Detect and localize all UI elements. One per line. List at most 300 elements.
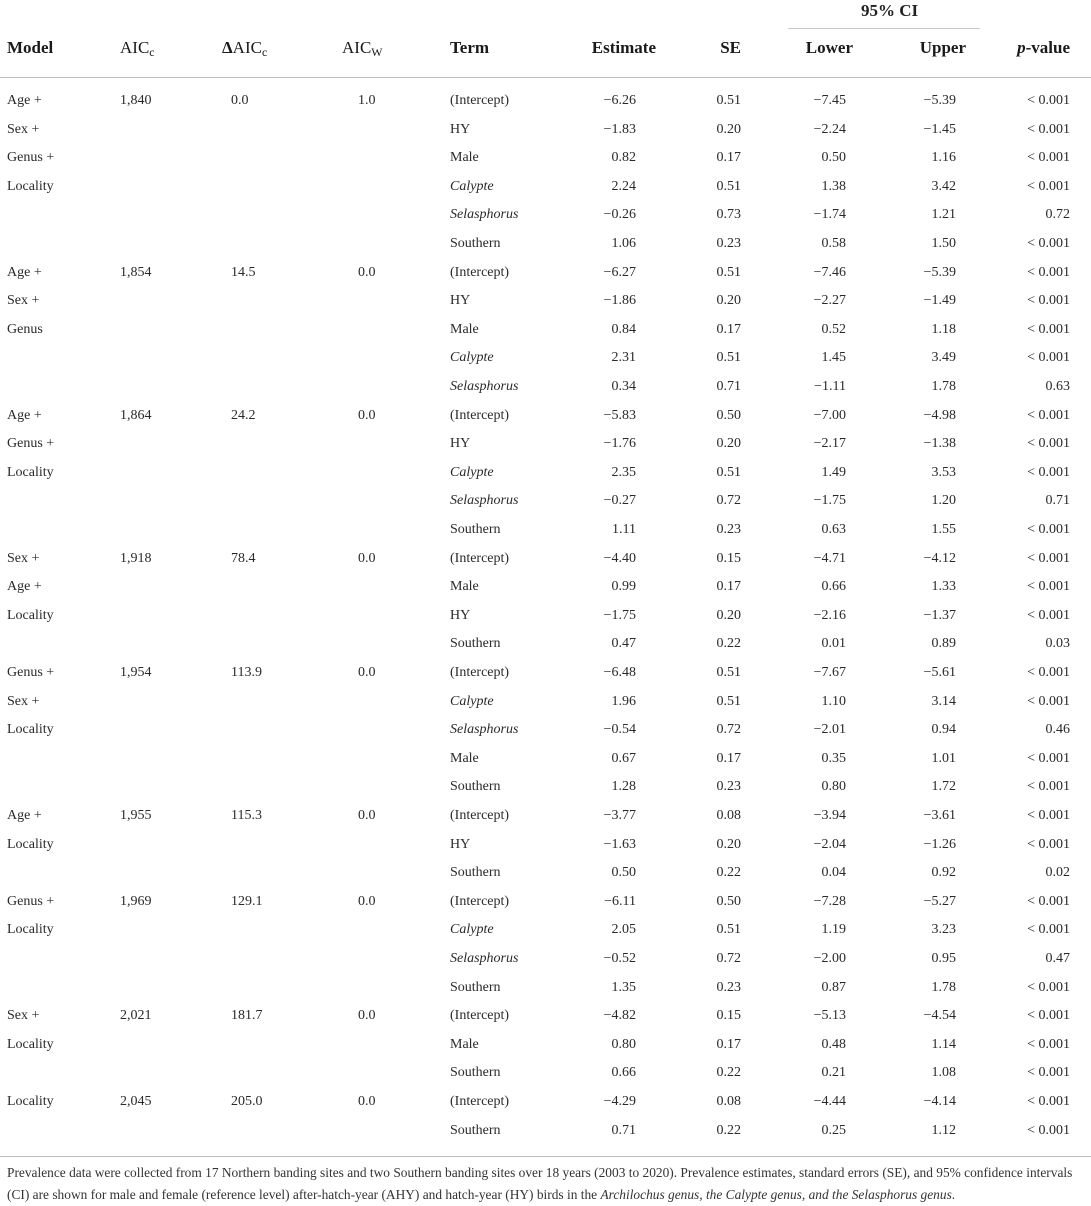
table-row [0,201,1091,229]
cell-term: Southern [450,636,501,652]
cell-estimate: −0.27 [603,493,636,509]
cell-lower: 0.21 [821,1065,846,1081]
cell-aicw: 0.0 [358,893,376,909]
col-upper: Upper [919,38,966,57]
cell-se: 0.17 [716,321,741,337]
cell-estimate: −1.76 [603,436,636,452]
table-row [0,545,1091,573]
col-estimate: Estimate [591,38,656,57]
cell-estimate: 0.47 [611,636,636,652]
table-row [0,459,1091,487]
cell-se: 0.23 [716,979,741,995]
cell-estimate: 2.05 [611,922,636,938]
cell-lower: −1.75 [813,493,846,509]
cell-lower: 0.04 [821,865,846,881]
ci-group-title: 95% CI [861,1,919,20]
cell-term: (Intercept) [450,808,510,823]
col-delta-aicc: $\Delta AIC_c$ [222,38,268,59]
cell-model: Locality [7,1094,54,1109]
cell-model: Locality [7,1036,54,1052]
cell-model: Locality [7,922,54,938]
cell-estimate: −4.40 [603,550,636,566]
cell-se: 0.22 [716,636,741,652]
cell-delta-aicc: 113.9 [231,665,262,680]
cell-model: Age + [7,93,42,108]
cell-term: HY [450,836,471,852]
cell-p-value: 0.63 [1045,379,1070,394]
cell-lower: 0.25 [821,1122,846,1138]
table-row [0,259,1091,287]
cell-p-value: < 0.001 [1027,178,1070,194]
cell-aicw: 0.0 [358,550,376,566]
table-row [0,831,1091,859]
cell-lower: −1.11 [814,379,846,394]
cell-estimate: 0.34 [611,379,636,394]
cell-aicc: 1,954 [120,665,152,680]
cell-lower: 0.50 [821,150,846,166]
cell-se: 0.50 [716,407,741,423]
cell-lower: −2.00 [813,951,846,966]
cell-aicw: 0.0 [358,407,376,423]
cell-upper: 0.92 [931,865,956,881]
cell-estimate: −1.63 [603,836,636,852]
cell-p-value: < 0.001 [1027,1122,1070,1138]
cell-term: HY [450,436,471,452]
cell-lower: −5.13 [813,1008,846,1024]
cell-p-value: < 0.001 [1027,893,1070,909]
cell-p-value: < 0.001 [1027,979,1070,995]
cell-lower: −4.44 [813,1094,846,1109]
cell-estimate: 0.67 [611,750,636,766]
cell-model: Age + [7,407,42,423]
cell-p-value: < 0.001 [1027,550,1070,566]
cell-delta-aicc: 24.2 [231,407,256,423]
col-se: SE [720,38,741,57]
cell-term: (Intercept) [450,893,510,909]
cell-estimate: −5.83 [603,407,636,423]
cell-se: 0.20 [716,836,741,852]
header-rule [0,77,1091,78]
cell-lower: 1.45 [821,350,846,366]
cell-upper: −5.39 [923,93,956,108]
cell-delta-aicc: 129.1 [231,893,263,909]
cell-p-value: < 0.001 [1027,93,1070,108]
cell-lower: −7.45 [813,93,846,108]
cell-term: Calypte [450,350,494,366]
cell-p-value: < 0.001 [1027,607,1070,623]
cell-se: 0.15 [716,550,741,566]
cell-upper: 1.72 [931,779,956,795]
cell-p-value: 0.72 [1045,207,1070,223]
cell-model: Locality [7,178,54,194]
cell-upper: −4.98 [923,407,956,423]
cell-p-value: < 0.001 [1027,464,1070,480]
cell-lower: 0.52 [821,321,846,337]
cell-estimate: −1.83 [603,121,636,137]
cell-estimate: 2.31 [611,350,636,366]
cell-estimate: 0.71 [611,1122,636,1138]
cell-p-value: < 0.001 [1027,1065,1070,1081]
cell-lower: 0.87 [821,979,846,995]
cell-p-value: < 0.001 [1027,1036,1070,1052]
cell-model: Genus + [7,150,55,166]
cell-lower: 0.66 [821,579,846,595]
cell-p-value: < 0.001 [1027,350,1070,366]
cell-se: 0.08 [716,808,741,823]
cell-se: 0.72 [716,493,741,509]
table-row [0,602,1091,630]
cell-se: 0.72 [716,951,741,966]
table-row [0,745,1091,773]
cell-upper: −1.45 [923,121,956,137]
cell-term: Selasphorus [450,951,519,966]
cell-term: HY [450,607,471,623]
cell-estimate: 1.96 [611,693,636,709]
cell-delta-aicc: 115.3 [231,808,262,823]
table-row [0,116,1091,144]
table-row [0,573,1091,601]
cell-upper: 1.55 [931,522,956,537]
col-aicc: $AIC_c$ [120,38,155,59]
cell-upper: −1.38 [923,436,956,452]
cell-estimate: −3.77 [603,808,636,823]
cell-estimate: −6.27 [603,264,636,280]
cell-p-value: < 0.001 [1027,1008,1070,1024]
cell-term: Selasphorus [450,379,519,394]
cell-upper: 0.89 [931,636,956,652]
cell-upper: 1.33 [931,579,956,595]
cell-estimate: −1.86 [603,293,636,309]
cell-p-value: < 0.001 [1027,579,1070,595]
cell-term: Male [450,579,479,595]
cell-term: Calypte [450,178,494,194]
cell-delta-aicc: 78.4 [231,550,256,566]
cell-lower: −2.24 [813,121,846,137]
cell-model: Sex + [7,121,40,137]
cell-lower: −2.01 [813,722,846,738]
table-row [0,716,1091,744]
cell-estimate: 0.84 [611,321,636,337]
table-row [0,230,1091,258]
cell-estimate: 1.11 [612,522,636,537]
cell-upper: 0.95 [931,951,956,966]
table-row [0,773,1091,801]
cell-estimate: 2.35 [611,464,636,480]
cell-estimate: −6.11 [604,893,636,909]
table-row [0,1088,1091,1116]
table-row [0,516,1091,544]
cell-upper: −1.49 [923,293,956,309]
ci-group-rule [788,28,980,29]
cell-p-value: 0.47 [1045,951,1070,966]
cell-upper: 1.78 [931,379,956,394]
cell-estimate: 1.28 [611,779,636,795]
footer-rule [0,1156,1091,1157]
cell-p-value: < 0.001 [1027,693,1070,709]
cell-lower: −7.67 [813,665,846,680]
cell-lower: −7.28 [813,893,846,909]
cell-term: Male [450,750,479,766]
cell-p-value: < 0.001 [1027,264,1070,280]
col-p-value: p-value [1017,38,1070,57]
table-row [0,916,1091,944]
cell-term: (Intercept) [450,407,510,423]
table-row [0,344,1091,372]
cell-p-value: < 0.001 [1027,750,1070,766]
cell-model: Sex + [7,293,40,309]
cell-upper: −5.27 [923,893,956,909]
cell-se: 0.22 [716,1122,741,1138]
cell-upper: −4.12 [923,550,956,566]
cell-lower: −2.27 [813,293,846,309]
cell-se: 0.17 [716,579,741,595]
cell-se: 0.23 [716,779,741,795]
cell-lower: 1.49 [821,464,846,480]
cell-p-value: < 0.001 [1027,150,1070,166]
cell-estimate: 0.80 [611,1036,636,1052]
cell-upper: −4.54 [923,1008,956,1024]
cell-estimate: 0.82 [611,150,636,166]
cell-se: 0.22 [716,1065,741,1081]
cell-term: Southern [450,979,501,995]
table-row [0,1031,1091,1059]
col-term: Term [450,38,490,57]
cell-aicc: 1,955 [120,808,152,823]
cell-term: Male [450,321,479,337]
cell-lower: −2.17 [813,436,846,452]
cell-estimate: −6.48 [603,665,636,680]
cell-upper: 1.08 [931,1065,956,1081]
cell-se: 0.72 [716,722,741,738]
table-row [0,430,1091,458]
cell-upper: 3.23 [931,922,956,938]
cell-estimate: 1.06 [611,236,636,251]
cell-upper: 0.94 [931,722,956,738]
cell-delta-aicc: 14.5 [231,264,256,280]
cell-p-value: 0.03 [1045,636,1070,652]
cell-upper: −3.61 [923,808,956,823]
cell-aicw: 0.0 [358,808,376,823]
cell-upper: 1.12 [931,1122,956,1138]
cell-se: 0.23 [716,236,741,251]
cell-delta-aicc: 181.7 [231,1008,263,1024]
cell-p-value: < 0.001 [1027,436,1070,452]
cell-term: Selasphorus [450,722,519,738]
cell-lower: −4.71 [813,550,846,566]
cell-p-value: < 0.001 [1027,236,1070,251]
cell-upper: 3.53 [931,464,956,480]
table-header [0,0,1091,78]
cell-estimate: −6.26 [603,93,636,108]
cell-model: Age + [7,808,42,823]
cell-p-value: < 0.001 [1027,836,1070,852]
cell-p-value: < 0.001 [1027,922,1070,938]
cell-upper: 1.14 [931,1036,956,1052]
cell-model: Genus [7,321,43,337]
cell-aicc: 1,864 [120,407,152,423]
cell-upper: 3.14 [931,693,956,709]
cell-lower: −1.74 [813,207,846,223]
cell-lower: 0.35 [821,750,846,766]
col-aicw: $AIC_W$ [342,38,383,59]
cell-term: HY [450,293,471,309]
cell-se: 0.51 [716,922,741,938]
cell-se: 0.20 [716,121,741,137]
cell-model: Genus + [7,436,55,452]
cell-lower: −2.16 [813,607,846,623]
cell-term: Selasphorus [450,493,519,509]
cell-model: Age + [7,264,42,280]
cell-se: 0.51 [716,693,741,709]
cell-term: Southern [450,1065,501,1081]
cell-term: (Intercept) [450,1094,510,1109]
cell-aicc: 1,918 [120,550,152,566]
table-row [0,402,1091,430]
table-row [0,802,1091,830]
cell-estimate: 1.35 [611,979,636,995]
cell-se: 0.20 [716,436,741,452]
table-row [0,945,1091,973]
footnote-genus-names: Archilochus genus, the Calypte genus, and the Selasphorus genus [600,1187,952,1202]
cell-term: Southern [450,1122,501,1138]
cell-p-value: 0.02 [1045,865,1070,881]
table-row [0,688,1091,716]
cell-term: Southern [450,865,501,881]
cell-upper: 3.49 [931,350,956,366]
cell-se: 0.17 [716,1036,741,1052]
cell-aicc: 2,045 [120,1094,152,1109]
cell-term: Calypte [450,464,494,480]
cell-aicc: 1,840 [120,93,152,108]
cell-estimate: −0.52 [603,951,636,966]
cell-aicw: 0.0 [358,1008,376,1024]
cell-upper: 1.21 [931,207,956,223]
cell-term: Southern [450,236,501,251]
cell-estimate: 0.66 [611,1065,636,1081]
table-row [0,316,1091,344]
cell-se: 0.71 [716,379,741,394]
cell-lower: −2.04 [813,836,846,852]
cell-p-value: < 0.001 [1027,522,1070,537]
cell-p-value: 0.71 [1045,493,1070,509]
cell-se: 0.50 [716,893,741,909]
cell-estimate: 0.99 [611,579,636,595]
table-row [0,859,1091,887]
table-row [0,144,1091,172]
cell-p-value: < 0.001 [1027,293,1070,309]
cell-lower: 1.38 [821,178,846,194]
cell-term: HY [450,121,471,137]
cell-se: 0.17 [716,750,741,766]
cell-term: Calypte [450,693,494,709]
cell-p-value: < 0.001 [1027,321,1070,337]
table-row [0,659,1091,687]
cell-lower: 0.63 [821,522,846,537]
cell-lower: −7.00 [813,407,846,423]
cell-model: Sex + [7,693,40,709]
cell-estimate: 0.50 [611,865,636,881]
cell-lower: 0.58 [821,236,846,251]
cell-aicc: 1,854 [120,264,152,280]
table-row [0,373,1091,401]
cell-upper: 3.42 [931,178,956,194]
cell-lower: 1.19 [821,922,846,938]
cell-p-value: 0.46 [1045,722,1070,738]
cell-p-value: < 0.001 [1027,665,1070,680]
table-footnote: Prevalence data were collected from 17 Northern banding sites and two Southern banding sites over 18 years (2003 to 2020). Prevalence estimates, standard errors (SE), and 95% confidence intervals (CI) are shown for male and female (reference level) after-hatch-year (AHY) and hatch-year (HY) birds in the Archilochus genus, the Calypte genus, and the Selasphorus genus. [7,1165,1073,1202]
cell-model: Locality [7,607,54,623]
cell-p-value: < 0.001 [1027,779,1070,795]
cell-term: Selasphorus [450,207,519,223]
col-model: Model [7,38,54,57]
cell-se: 0.51 [716,665,741,680]
cell-delta-aicc: 0.0 [231,93,249,108]
cell-estimate: 2.24 [611,178,636,194]
cell-estimate: −0.26 [603,207,636,223]
cell-term: Calypte [450,922,494,938]
cell-term: Male [450,1036,479,1052]
cell-se: 0.17 [716,150,741,166]
cell-model: Age + [7,579,42,595]
table-row [0,974,1091,1002]
cell-model: Sex + [7,1008,40,1024]
cell-se: 0.08 [716,1094,741,1109]
table-row [0,173,1091,201]
cell-estimate: −4.29 [603,1094,636,1109]
cell-p-value: < 0.001 [1027,121,1070,137]
cell-aicw: 0.0 [358,665,376,680]
cell-upper: −5.61 [923,665,956,680]
cell-lower: 0.48 [821,1036,846,1052]
cell-upper: −1.26 [923,836,956,852]
cell-model: Locality [7,836,54,852]
cell-lower: 0.01 [821,636,846,652]
cell-se: 0.51 [716,178,741,194]
cell-model: Genus + [7,893,55,909]
cell-se: 0.51 [716,464,741,480]
cell-se: 0.22 [716,865,741,881]
cell-term: Southern [450,522,501,537]
table-row [0,888,1091,916]
cell-upper: 1.01 [931,750,956,766]
cell-lower: 1.10 [821,693,846,709]
table-row [0,1059,1091,1087]
cell-lower: 0.80 [821,779,846,795]
cell-model: Genus + [7,665,55,680]
cell-upper: 1.16 [931,150,956,166]
table-row [0,287,1091,315]
cell-se: 0.23 [716,522,741,537]
cell-upper: −1.37 [923,607,956,623]
cell-se: 0.20 [716,607,741,623]
cell-upper: −4.14 [923,1094,956,1109]
col-lower: Lower [805,38,853,57]
cell-upper: 1.78 [931,979,956,995]
cell-estimate: −1.75 [603,607,636,623]
cell-upper: 1.50 [931,236,956,251]
cell-aicc: 1,969 [120,893,152,909]
cell-term: (Intercept) [450,93,510,108]
cell-p-value: < 0.001 [1027,407,1070,423]
cell-estimate: −0.54 [603,722,636,738]
cell-aicw: 0.0 [358,264,376,280]
cell-aicc: 2,021 [120,1008,152,1024]
cell-term: Male [450,150,479,166]
cell-aicw: 1.0 [358,93,376,108]
cell-se: 0.15 [716,1008,741,1024]
cell-lower: −7.46 [813,264,846,280]
cell-estimate: −4.82 [603,1008,636,1024]
